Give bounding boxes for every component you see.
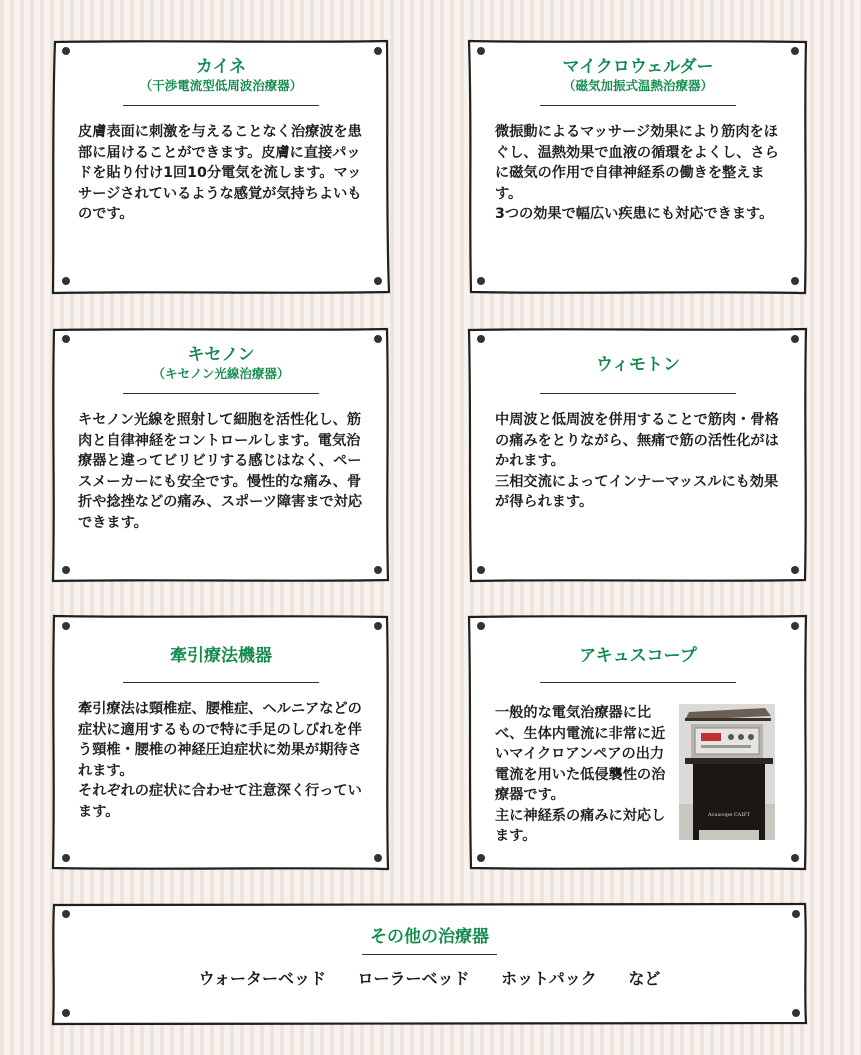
card-title: マイクロウェルダー	[562, 57, 714, 77]
divider	[123, 393, 319, 394]
body-paragraph: 一般的な電気治療器に比べ、生体内電流に非常に近いマイクロアンペアの出力電流を用いた低侵襲性の治療器です。	[495, 705, 666, 803]
card-micro-welder	[465, 37, 811, 297]
body-paragraph: 皮膚表面に刺激を与えることなく治療波を患部に届けることができます。皮膚に直接パッドを貼り付け1回10分電気を流します。マッサージされているような感覚が気持ちよいものです。	[78, 124, 362, 222]
card-title: 牽引療法機器	[170, 646, 272, 666]
other-item: ホットパック	[501, 969, 597, 988]
card-acuscope	[465, 612, 811, 874]
body-paragraph: キセノン光線を照射して細胞を活性化し、筋肉と自律神経をコントロールします。電気治療器と違ってビリビリする感じはなく、ペースメーカーにも安全です。慢性的な痛み、骨折や捻挫などの痛み、スポーツ障害まで対応できます。	[78, 412, 363, 531]
body-paragraph: 中周波と低周波を併用することで筋肉・骨格の痛みをとりながら、無痛で筋の活性化がはかれます。	[495, 412, 779, 469]
divider	[540, 105, 736, 106]
card-traction	[48, 612, 394, 874]
acuscope-device-photo	[679, 704, 775, 840]
body-paragraph: 微振動によるマッサージ効果により筋肉をほぐし、温熱効果で血液の循環をよくし、さらに磁気の作用で自律神経系の働きを整えます。	[495, 124, 779, 202]
device-label: Acuscope CAIFT	[708, 812, 750, 818]
other-item: など	[628, 969, 661, 988]
other-items	[48, 966, 811, 989]
body-paragraph: 3つの効果で幅広い疾患にも対応できます。	[495, 206, 774, 222]
card-body	[495, 703, 678, 847]
other-item: ウォーターベッド	[198, 969, 326, 988]
card-wimoton	[465, 325, 811, 585]
card-body	[495, 122, 789, 225]
body-paragraph: 三相交流によってインナーマッスルにも効果が得られます。	[495, 473, 779, 510]
body-paragraph: それぞれの症状に合わせて注意深く行っています。	[78, 783, 362, 820]
card-kaine	[48, 37, 394, 297]
card-body	[78, 122, 372, 225]
body-paragraph: 主に神経系の痛みに対応します。	[495, 807, 666, 844]
card-subtitle: （磁気加振式温熱治療器）	[562, 78, 713, 93]
divider	[123, 682, 319, 683]
divider	[540, 682, 736, 683]
other-item: ローラーベッド	[357, 969, 470, 988]
card-title: カイネ	[195, 57, 247, 77]
divider	[540, 393, 736, 394]
card-subtitle: （キセノン光線治療器）	[152, 366, 290, 381]
divider	[123, 105, 319, 106]
body-paragraph: 牽引療法は頸椎症、腰椎症、ヘルニアなどの症状に適用するもので特に手足のしびれを伴う頸椎・腰椎の神経圧迫症状に効果が期待されます。	[78, 701, 362, 779]
card-title: その他の治療器	[370, 927, 489, 947]
card-body	[495, 410, 789, 513]
card-body	[78, 699, 372, 822]
card-other	[48, 900, 811, 1028]
card-xenon	[48, 325, 394, 585]
card-title: アキュスコープ	[579, 646, 697, 666]
card-subtitle: （干渉電流型低周波治療器）	[139, 78, 303, 93]
card-title: ウィモトン	[596, 355, 680, 375]
divider	[362, 954, 497, 955]
card-title: キセノン	[187, 345, 255, 365]
card-body	[78, 410, 372, 533]
